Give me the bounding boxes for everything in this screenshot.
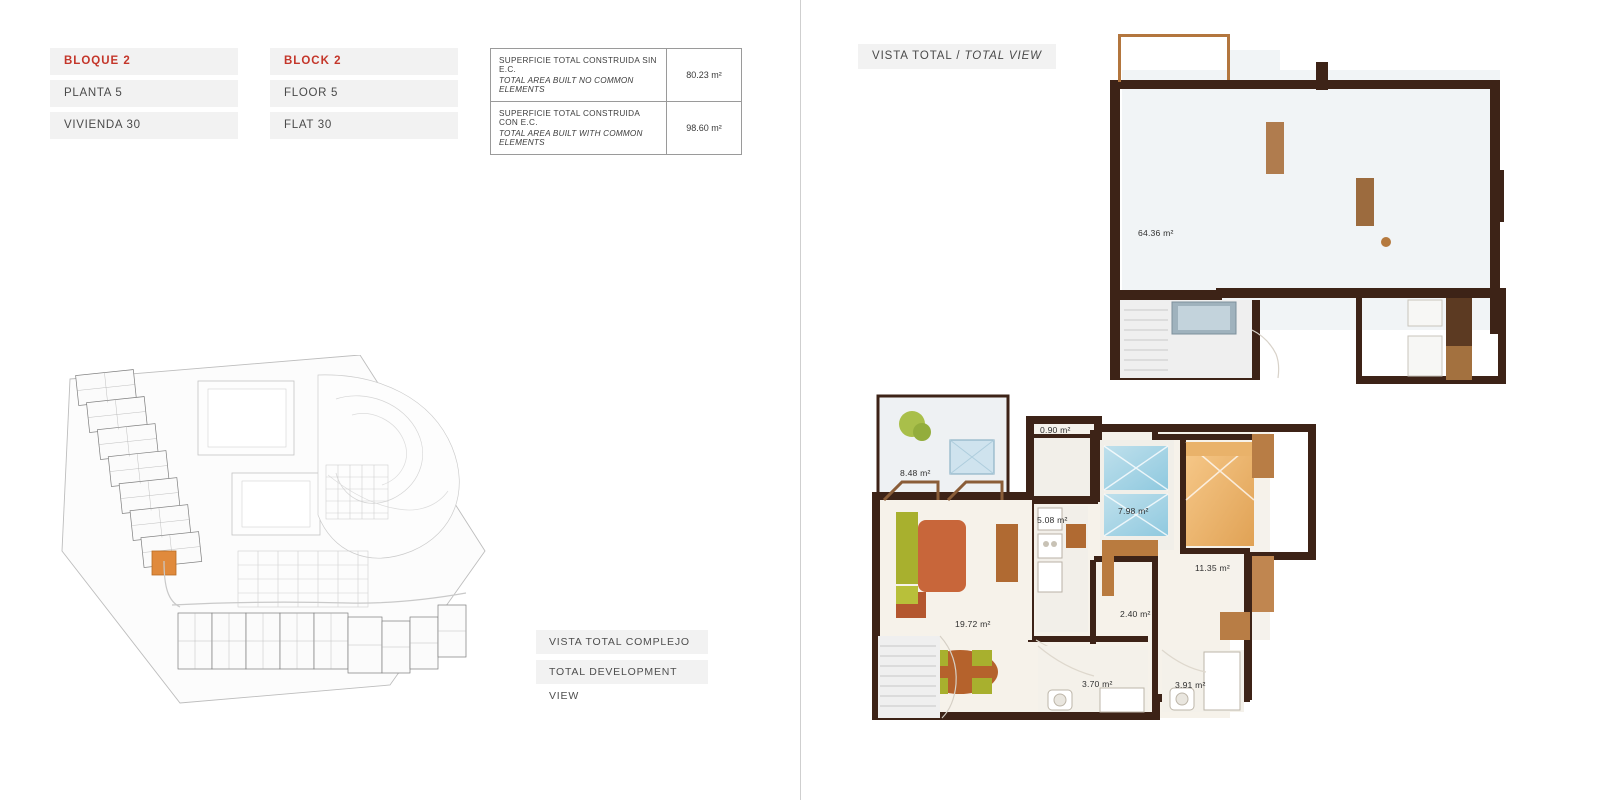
spanish-label-column	[50, 48, 238, 139]
english-label-column	[270, 48, 458, 139]
development-view-label-es: VISTA TOTAL COMPLEJO	[536, 630, 708, 654]
development-view-label-en: TOTAL DEVELOPMENT VIEW	[536, 660, 708, 684]
total-view-separator: /	[956, 50, 961, 62]
total-view-label-es: VISTA TOTAL	[872, 50, 953, 62]
main-floor-plan	[872, 396, 1316, 720]
solarium-plan	[1110, 34, 1506, 384]
table-row	[491, 102, 742, 155]
site-plan-drawing	[60, 355, 490, 705]
area-with-common-label-es: SUPERFICIE TOTAL CONSTRUIDA CON E.C.	[499, 109, 640, 127]
area-label-terrace: 8.48 m²	[900, 468, 931, 478]
right-panel	[800, 0, 1600, 800]
area-no-common-label-es: SUPERFICIE TOTAL CONSTRUIDA SIN E.C.	[499, 56, 657, 74]
area-label-bathroom-2: 3.70 m²	[1082, 679, 1113, 689]
development-view-labels	[536, 630, 708, 702]
table-row	[491, 49, 742, 102]
area-summary-table	[490, 48, 742, 155]
floor-label-es: PLANTA 5	[50, 80, 238, 107]
area-label-bathroom-1: 3.91 m²	[1175, 680, 1206, 690]
area-label-hallway: 2.40 m²	[1120, 609, 1151, 619]
floor-label-en: FLOOR 5	[270, 80, 458, 107]
area-label-bedroom-2: 7.98 m²	[1118, 506, 1149, 516]
area-no-common-label	[491, 49, 667, 102]
flat-label-es: VIVIENDA 30	[50, 112, 238, 139]
area-label-kitchen: 5.08 m²	[1037, 515, 1068, 525]
area-label-hallway-closet: 0.90 m²	[1040, 425, 1071, 435]
area-no-common-label-en: TOTAL AREA BUILT NO COMMON ELEMENTS	[499, 76, 634, 94]
area-label-living-dining: 19.72 m²	[955, 619, 991, 629]
development-site-plan	[60, 355, 490, 705]
block-label-en: BLOCK 2	[270, 48, 458, 75]
area-with-common-label	[491, 102, 667, 155]
block-label-es: BLOQUE 2	[50, 48, 238, 75]
area-with-common-label-en: TOTAL AREA BUILT WITH COMMON ELEMENTS	[499, 129, 643, 147]
area-with-common-value: 98.60 m²	[667, 102, 742, 155]
area-label-bedroom-1: 11.35 m²	[1195, 563, 1230, 573]
total-view-label-en: TOTAL VIEW	[964, 50, 1042, 62]
info-tables	[50, 48, 742, 155]
flat-label-en: FLAT 30	[270, 112, 458, 139]
area-label-solarium: 64.36 m²	[1138, 228, 1174, 238]
area-no-common-value: 80.23 m²	[667, 49, 742, 102]
